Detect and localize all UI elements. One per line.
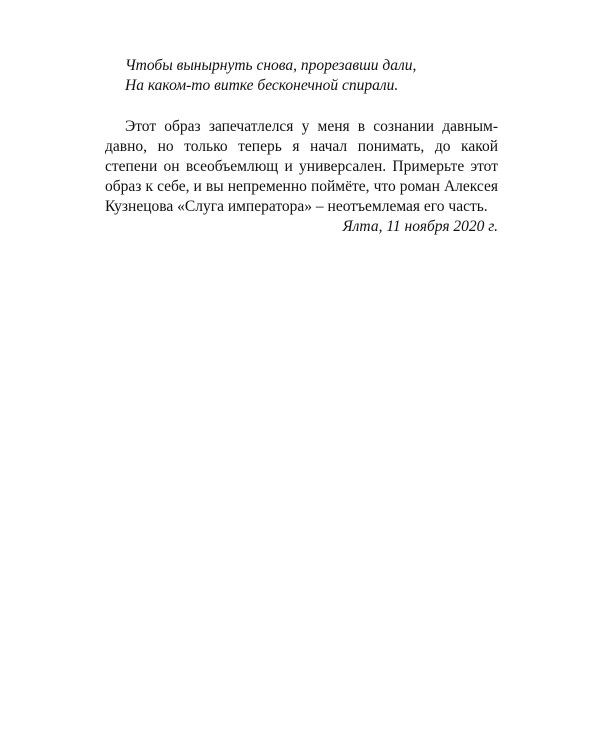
body-paragraph: Этот образ запечатлелся у меня в сознании давным-давно, но только теперь я начал понимать, до какой степени он всеобъемлющ и универсален. Примерьте этот образ к себе, и вы непременно поймёте, что роман Алексея Кузнецова «Слуга императора» – неотъемлемая его часть. [105,118,498,215]
verse-line-1: Чтобы вынырнуть снова, прорезавши дали, [125,57,417,74]
place-date-signature: Ялта, 11 ноября 2020 г. [342,218,498,235]
verse-stanza [105,56,498,96]
text-block [105,56,498,237]
verse-line-2: На каком-то витке бесконечной спирали. [125,77,399,94]
